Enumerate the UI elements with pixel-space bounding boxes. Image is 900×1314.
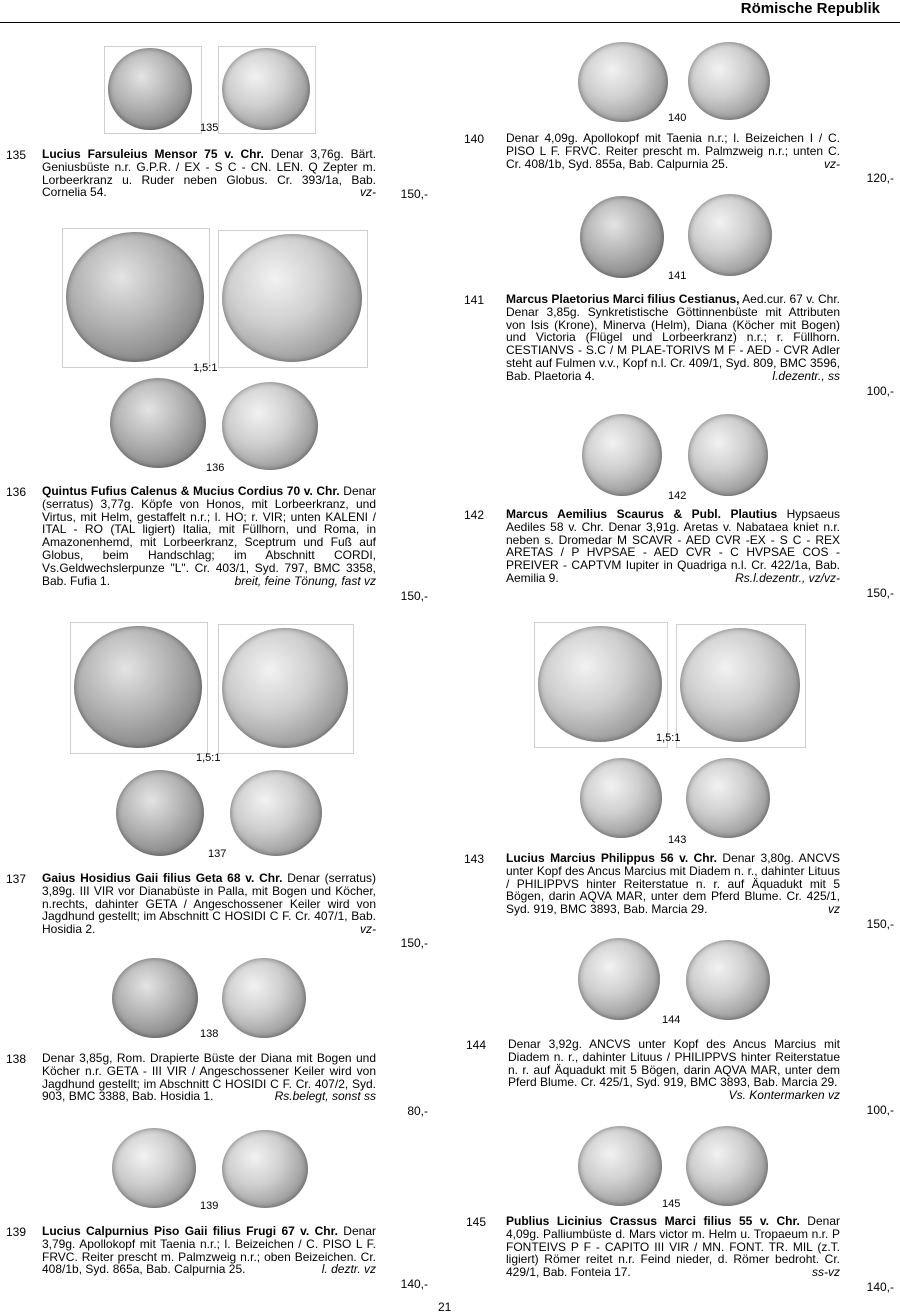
lot-number: 141 [464,293,485,307]
lot-grade: breit, feine Tönung, fast vz [234,573,376,588]
lot-grade: vz [828,902,840,917]
lot-grade: Rs.l.dezentr., vz/vz- [735,570,840,585]
lot-price: 140,- [866,1280,894,1294]
lot-body: Denar (serratus) 3,89g. III VIR vor Dianabüste in Palla, mit Bogen und Köcher, n.rechts, dahinter GETA / Angeschossener Keiler wird von Jagdhund gestellt; im Abschnitt C HOSIDI C F. Cr. 407/1, Bab. Hosidia 2. [42,871,377,937]
image-label: 144 [662,1014,681,1026]
lot-title: Lucius Marcius Philippus 56 v. Chr. [506,851,717,865]
lot-description [42,1052,376,1103]
lot-number: 142 [464,508,485,522]
lot-price: 150,- [866,586,894,600]
lot-price: 80,- [407,1104,428,1118]
lot-grade: ss-vz [812,1265,840,1280]
image-label: 140 [668,112,687,124]
lot-body: Aed.cur. 67 v. Chr. Denar 3,85g. Synkretistische Göttinnenbüste mit Attributen von Isis (Krone), Minerva (Helm), Diana (Köcher mit Bogen) und Victoria (Flügel und Lorbeerkranz) n.r.; r. Füllhorn. CESTIANVS - S.C / M PLAE-TORIVS M F - AED - CVR Adler steht auf Fulmen v.v., Kopf n.l. Cr. 409/1, Syd. 809, BMC 3596, Bab. Plaetoria 4. [506,292,840,383]
lot-title: Quintus Fufius Calenus & Mucius Cordius 70 v. Chr. [42,484,340,498]
lot-body: Denar 3,79g. Apollokopf mit Taenia n.r.; l. Beizeichen / C. PISO L F. FRVC. Reiter prescht m. Palmzweig n.r.; oben Beizeichen. Cr. 408/1b, Syd. 865a, Bab. Calpurnia 25. [42,1224,376,1277]
lot-body: Denar (serratus) 3,77g. Köpfe von Honos, mit Lorbeerkranz, und Virtus, mit Helm, gestaffelt n.r.; l. HO; r. VIR; unten KALENI / ITAL - RO (TAL ligiert) Italia, mit Füllhorn, und Roma, in Amazonenhemd, mit Lorbeerkranz, Sceptrum und Fuß auf Globus, beim Handschlag; im Abschnitt CORDI, Vs.Geldwechslerpunze "L". Cr. 403/1, Syd. 797, BMC 3358, Bab. Fufia 1. [42,484,376,588]
lot-description [506,1215,840,1279]
lot-body: Denar 4,09g. Palliumbüste d. Mars victor m. Helm u. Tropaeum n.r. P FONTEIVS P F - CAPITO III VIR / MN. FONT. TR. MIL (z.T. ligiert) Römer reitet n.r. Feind nieder, d. Römer bedroht. Cr. 429/1, Bab. Fonteia 17. [506,1214,840,1280]
lot-title: Marcus Aemilius Scaurus & Publ. Plautius [506,507,778,521]
lot-number: 144 [466,1038,487,1052]
lot-description [42,148,376,199]
lot-description [42,485,376,587]
image-label: 143 [668,834,687,846]
lot-body: Hypsaeus Aediles 58 v. Chr. Denar 3,91g. Aretas v. Nabataea kniet n.r. neben s. Dromedar M SCAVR - AED CVR -EX - S C - REX ARETAS / P HVPSAE - AED CVR - C HVPSAE COS - PREIVER - CAPTVM Iupiter in Quadriga n.l. Cr. 422/1a, Bab. Aemilia 9. [506,507,840,585]
lot-number: 137 [6,872,27,886]
lot-title: Lucius Calpurnius Piso Gaii filius Frugi 67 v. Chr. [42,1224,338,1238]
page-header-title: Römische Republik [740,0,880,17]
lot-description [506,508,840,585]
lot-price: 150,- [866,917,894,931]
lot-number: 140 [464,132,485,146]
lot-body: Denar 3,85g, Rom. Drapierte Büste der Diana mit Bogen und Köcher n.r. GETA - III VIR / Angeschossener Keiler wird von Jagdhund gestellt; im Abschnitt C HOSIDI C F. Cr. 407/2, Syd. 903, BMC 3388, Bab. Hosidia 1. [42,1051,376,1104]
header-rule [0,22,900,23]
image-label: 145 [662,1198,681,1210]
lot-grade: Vs. Kontermarken vz [728,1088,840,1103]
lot-grade: l.dezentr., ss [772,368,840,383]
lot-number: 136 [6,485,27,499]
lot-grade: vz- [360,185,376,200]
lot-body: Denar 3,80g. ANCVS unter Kopf des Ancus Marcius mit Diadem n. r., dahinter Lituus / PHILIPPVS hinter Reiterstatue n. r. auf Äquadukt mit 5 Bögen, darin AQVA MAR, unter dem Pferd Blume. Cr. 425/1, Syd. 919, BMC 3893, Bab. Marcia 29. [506,851,841,917]
scale-label: 1,5:1 [196,752,221,764]
lot-price: 120,- [866,171,894,185]
lot-description [42,1225,376,1276]
lot-grade: Rs.belegt, sonst ss [274,1089,376,1104]
lot-number: 145 [466,1215,487,1229]
image-label: 135 [200,122,219,134]
image-label: 138 [200,1028,219,1040]
lot-title: Lucius Farsuleius Mensor 75 v. Chr. [42,147,264,161]
lot-title: Marcus Plaetorius Marci filius Cestianus, [506,292,740,306]
lot-description [506,852,840,916]
lot-price: 150,- [400,187,428,201]
lot-price: 100,- [866,384,894,398]
lot-number: 135 [6,148,27,162]
image-label: 136 [206,462,225,474]
lot-body: Denar 4,09g. Apollokopf mit Taenia n.r.; l. Beizeichen I / C. PISO L F. FRVC. Reiter prescht m. Palmzweig n.r.; unten C. Cr. 408/1b, Syd. 855a, Bab. Calpurnia 25. [506,131,840,171]
lot-description [508,1038,840,1102]
lot-body: Denar 3,76g. Bärt. Geniusbüste n.r. G.P.R. / EX - S C - CN. LEN. Q Zepter m. Lorbeerkranz u. Ruder neben Globus. Cr. 393/1a, Bab. Cornelia 54. [42,147,377,200]
image-label: 142 [668,490,687,502]
lot-price: 150,- [400,936,428,950]
lot-grade: l. deztr. vz [321,1262,376,1277]
scale-label: 1,5:1 [193,362,218,374]
lot-grade: vz- [360,922,376,937]
lot-number: 139 [6,1225,27,1239]
lot-number: 138 [6,1052,27,1066]
lot-grade: vz- [824,156,840,171]
image-label: 139 [200,1200,219,1212]
page-number: 21 [438,1300,452,1314]
scale-label: 1,5:1 [656,732,681,744]
lot-body: Denar 3,92g. ANCVS unter Kopf des Ancus Marcius mit Diadem n. r., dahinter Lituus / PHILIPPVS hinter Reiterstatue n. r. auf Äquadukt mit 5 Bögen, darin AQVA MAR, unter dem Pferd Blume. Cr. 425/1, Syd. 919, BMC 3893, Bab. Marcia 29. [508,1037,840,1090]
lot-price: 100,- [866,1103,894,1117]
lot-description [42,872,376,936]
lot-title: Gaius Hosidius Gaii filius Geta 68 v. Chr. [42,871,283,885]
lot-description [506,132,840,170]
image-label: 141 [668,270,687,282]
lot-price: 150,- [400,589,428,603]
lot-title: Publius Licinius Crassus Marci filius 55 v. Chr. [506,1214,800,1228]
lot-price: 140,- [400,1277,428,1291]
image-label: 137 [208,848,227,860]
lot-description [506,293,840,383]
lot-number: 143 [464,852,485,866]
